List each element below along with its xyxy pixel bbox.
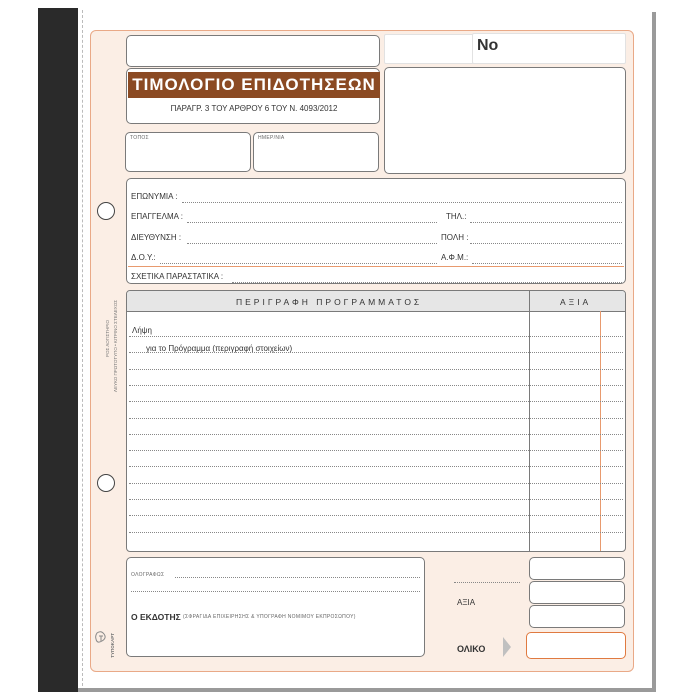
issuer-note: (ΣΦΡΑΓΙΔΑ ΕΠΙΧΕΙΡΗΣΗΣ & ΥΠΟΓΡΑΦΗ ΝΟΜΙΜΟΥ ΕΚΠΡΟΣΩΠΟΥ) xyxy=(183,614,356,620)
vat-line[interactable] xyxy=(472,263,622,264)
table-row[interactable] xyxy=(129,450,623,451)
related-docs-line[interactable] xyxy=(232,282,622,283)
profession-label: ΕΠΑΓΓΕΛΜΑ : xyxy=(131,212,183,221)
place-label: ΤΟΠΟΣ xyxy=(130,135,149,141)
total-label: ΟΛΙΚΟ xyxy=(457,644,486,654)
address-line[interactable] xyxy=(187,243,437,244)
header-blank-box[interactable] xyxy=(126,35,380,67)
tax-office-label: Δ.Ο.Υ.: xyxy=(131,253,156,262)
footer-box xyxy=(126,557,425,657)
amount-box-2[interactable] xyxy=(529,581,625,604)
table-row[interactable] xyxy=(129,483,623,484)
stamp-box[interactable] xyxy=(384,67,626,174)
amount-box-3[interactable] xyxy=(529,605,625,628)
table-row[interactable] xyxy=(129,401,623,402)
col-header-value: ΑΞΙΑ xyxy=(560,297,592,307)
table-row[interactable] xyxy=(129,466,623,467)
address-label: ΔΙΕΥΘΥΝΣΗ : xyxy=(131,233,182,242)
in-words-line-1[interactable] xyxy=(175,577,420,578)
pad-binding xyxy=(38,8,78,692)
table-row[interactable] xyxy=(129,385,623,386)
phone-line[interactable] xyxy=(470,222,622,223)
brand-logo-icon xyxy=(94,630,108,646)
brand-text: ΤΥΠΟΚΑΡΤ xyxy=(110,633,115,658)
total-arrow-icon xyxy=(503,637,511,657)
items-table xyxy=(126,290,626,552)
subtotal-line xyxy=(454,582,520,583)
profession-line[interactable] xyxy=(187,222,437,223)
table-row[interactable] xyxy=(129,499,623,500)
phone-label: ΤΗΛ.: xyxy=(446,212,467,221)
date-label: ΗΜΕΡ/ΝΙΑ xyxy=(258,135,285,141)
margin-text-accounting: ΡΟΣ ΛΟΓΙΣΤΗΡΙΟ xyxy=(105,320,110,357)
number-label: No xyxy=(477,37,499,54)
table-row[interactable] xyxy=(129,352,623,353)
name-label: ΕΠΩΝΥΜΙΑ : xyxy=(131,192,178,201)
document-title: ΤΙΜΟΛΟΓΙΟ ΕΠΙΔΟΤΗΣΕΩΝ xyxy=(128,72,380,98)
in-words-line-2[interactable] xyxy=(131,591,420,592)
tax-office-line[interactable] xyxy=(160,263,437,264)
client-info-box xyxy=(126,178,626,284)
column-divider xyxy=(529,291,530,551)
issuer-label: Ο ΕΚΔΟΤΗΣ xyxy=(131,612,181,622)
binder-hole-bottom xyxy=(97,474,115,492)
city-line[interactable] xyxy=(470,243,622,244)
item-line-1: Λήψη xyxy=(132,326,152,335)
amount-box-1[interactable] xyxy=(529,557,625,580)
table-row[interactable] xyxy=(129,515,623,516)
name-line[interactable] xyxy=(182,202,622,203)
value-label: ΑΞΙΑ xyxy=(457,598,476,607)
table-row[interactable] xyxy=(129,369,623,370)
binder-hole-top xyxy=(97,202,115,220)
city-label: ΠΟΛΗ : xyxy=(441,233,469,242)
total-amount-box[interactable] xyxy=(526,632,626,659)
table-row[interactable] xyxy=(129,434,623,435)
margin-text-copies: ΛΕΥΚΟ ΠΡΩΤΟΤΥΠΟ • ΚΙΤΡΙΝΟ ΣΤΕΛΕΧΟΣ xyxy=(113,300,118,393)
table-row[interactable] xyxy=(129,532,623,533)
col-header-description: ΠΕΡΙΓΡΑΦΗ ΠΡΟΓΡΑΜΜΑΤΟΣ xyxy=(236,297,423,307)
document-subtitle: ΠΑΡΑΓΡ. 3 ΤΟΥ ΑΡΘΡΟΥ 6 ΤΟΥ Ν. 4093/2012 xyxy=(170,104,338,113)
item-line-2: για το Πρόγραμμα (περιγραφή στοιχείων) xyxy=(146,344,293,353)
table-row[interactable] xyxy=(129,336,623,337)
in-words-label: ΟΛΟΓΡΑΦΩΣ xyxy=(131,572,165,578)
number-top-box xyxy=(384,34,476,64)
perforation-line xyxy=(82,10,83,686)
vat-label: Α.Φ.Μ.: xyxy=(441,253,469,262)
client-divider xyxy=(128,266,624,267)
table-row[interactable] xyxy=(129,418,623,419)
related-docs-label: ΣΧΕΤΙΚΑ ΠΑΡΑΣΤΑΤΙΚΑ : xyxy=(131,272,224,281)
